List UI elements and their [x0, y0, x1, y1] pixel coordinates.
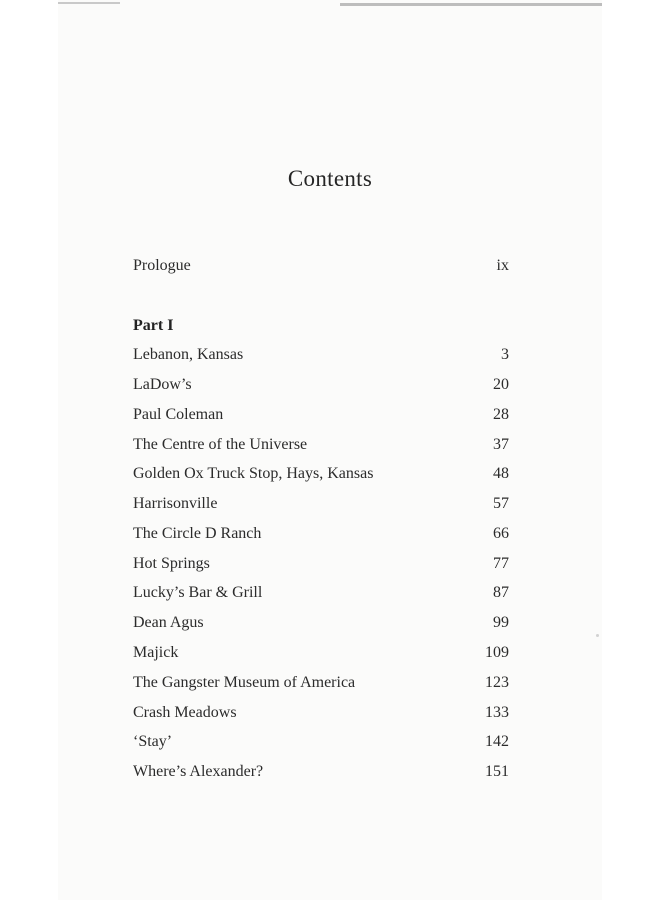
part-heading: Part I	[133, 317, 174, 334]
toc-entry	[133, 702, 509, 724]
toc-entry	[133, 553, 509, 575]
toc-entry	[133, 404, 509, 426]
toc-entry-page: 57	[493, 495, 509, 512]
page-title: Contents	[287, 166, 373, 191]
toc-entry	[133, 374, 509, 396]
toc-entry	[133, 672, 509, 694]
toc-entry	[133, 434, 509, 456]
toc-entry-page: 151	[485, 763, 509, 780]
toc-entry-page: 123	[485, 674, 509, 691]
toc-entry-label: Where’s Alexander?	[133, 763, 264, 780]
toc-entry-page: 28	[493, 406, 509, 423]
toc-entry	[133, 493, 509, 515]
toc-entry-page: 66	[493, 525, 509, 542]
scan-margin-right	[602, 0, 660, 900]
toc-entry-label: Paul Coleman	[133, 406, 224, 423]
toc-entry-label: The Gangster Museum of America	[133, 674, 356, 691]
toc-entry-page: 20	[493, 376, 509, 393]
toc-entry-label: Lucky’s Bar & Grill	[133, 584, 263, 601]
toc-entry	[133, 761, 509, 783]
toc-entry-page: 133	[485, 704, 509, 721]
toc-entry-label: LaDow’s	[133, 376, 192, 393]
toc-entry-prologue	[133, 255, 509, 277]
toc-entry-page: 142	[485, 733, 509, 750]
toc-entry	[133, 344, 509, 366]
toc-entry-label: The Centre of the Universe	[133, 436, 308, 453]
toc-entry-label: The Circle D Ranch	[133, 525, 262, 542]
toc-entry-page: 109	[485, 644, 509, 661]
toc-entry-page: 87	[493, 584, 509, 601]
toc-entry-page: 3	[501, 346, 509, 363]
toc-entry	[133, 612, 509, 634]
toc-entry-label: Majick	[133, 644, 179, 661]
scan-artifact-line	[58, 2, 120, 4]
scan-margin-left	[0, 0, 58, 900]
toc-entry-page: 77	[493, 555, 509, 572]
toc-entry-page: 48	[493, 465, 509, 482]
toc-entry	[133, 523, 509, 545]
toc-entry	[133, 642, 509, 664]
toc-entry-label: Prologue	[133, 257, 191, 274]
toc-entry-label: Dean Agus	[133, 614, 204, 631]
toc-entry-label: Crash Meadows	[133, 704, 237, 721]
toc-entry-page: ix	[496, 257, 509, 274]
toc-entry-label: Golden Ox Truck Stop, Hays, Kansas	[133, 465, 374, 482]
toc-entry	[133, 582, 509, 604]
toc-entry-label: Hot Springs	[133, 555, 210, 572]
toc-entry-page: 37	[493, 436, 509, 453]
toc-entry-page: 99	[493, 614, 509, 631]
table-of-contents	[133, 0, 509, 900]
toc-entry-label: ‘Stay’	[133, 733, 173, 750]
scan-speck	[596, 634, 599, 637]
toc-entry-label: Harrisonville	[133, 495, 218, 512]
toc-entry	[133, 731, 509, 753]
toc-entry-label: Lebanon, Kansas	[133, 346, 244, 363]
toc-entry	[133, 463, 509, 485]
